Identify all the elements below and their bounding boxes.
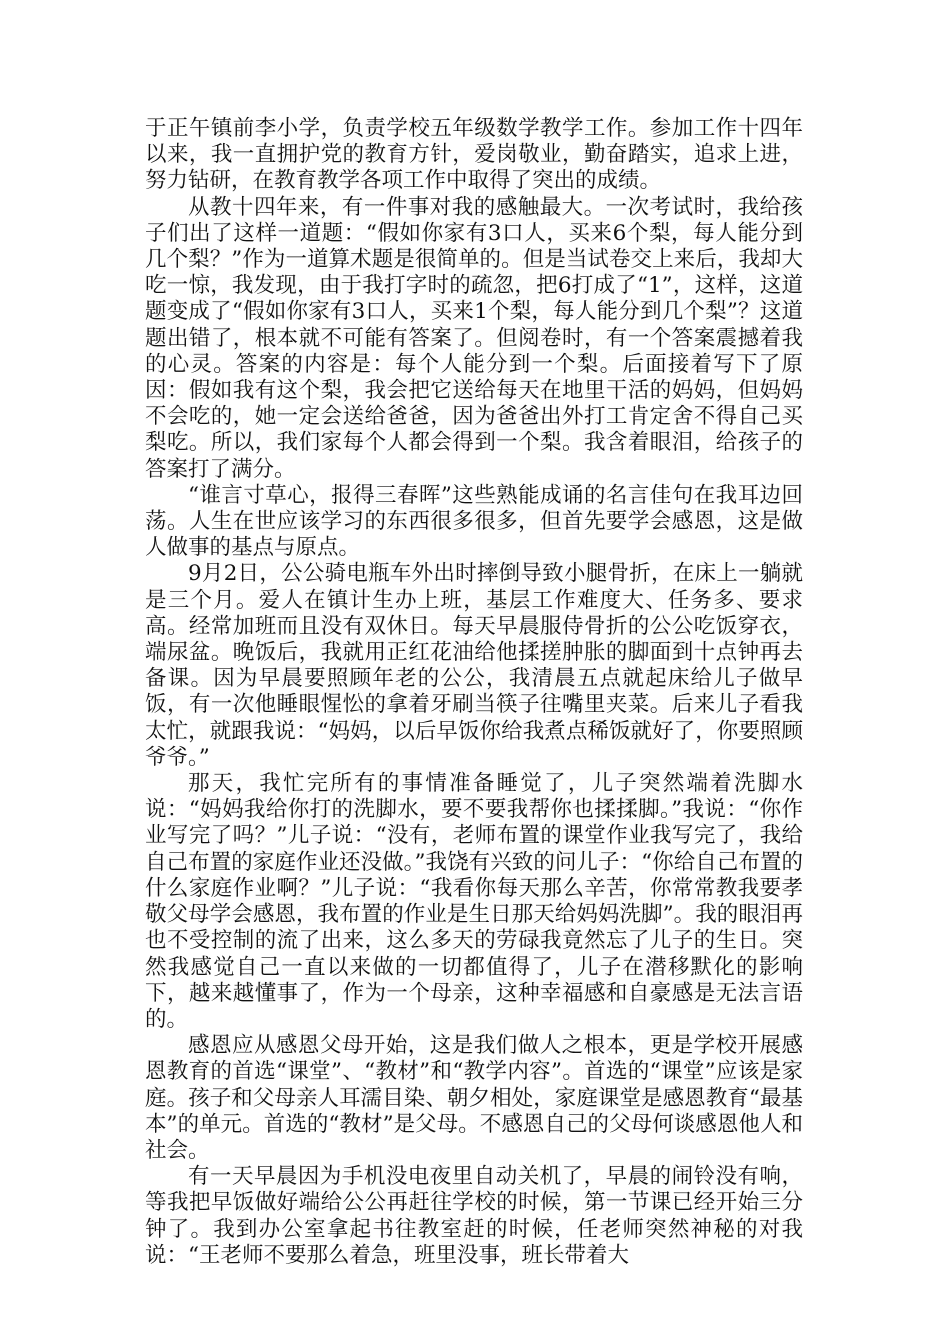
document-body	[145, 116, 803, 1269]
paragraph-3: “谁言寸草心，报得三春晖”这些熟能成诵的名言佳句在我耳边回荡。人生在世应该学习的东西很多很多，但首先要学会感恩，这是做人做事的基点与原点。	[145, 482, 803, 561]
paragraph-1: 于正午镇前李小学，负责学校五年级数学教学工作。参加工作十四年以来，我一直拥护党的教育方针，爱岗敬业，勤奋踏实，追求上进，努力钻研，在教育教学各项工作中取得了突出的成绩。	[145, 116, 803, 194]
paragraph-6: 感恩应从感恩父母开始，这是我们做人之根本，更是学校开展感恩教育的首选“课堂”、“教材”和“教学内容”。首选的“课堂”应该是家庭。孩子和父母亲人耳濡目染、朝夕相处，家庭课堂是感恩教育“最基本”的单元。首选的“教材”是父母。不感恩自己的父母何谈感恩他人和社会。	[145, 1033, 803, 1163]
paragraph-2: 从教十四年来，有一件事对我的感触最大。一次考试时，我给孩子们出了这样一道题：“假如你家有3口人，买来6个梨，每人能分到几个梨？”作为一道算术题是很简单的。但是当试卷交上来后，我却大吃一惊，我发现，由于我打字时的疏忽，把6打成了“1”，这样，这道题变成了“假如你家有3口人，买来1个梨，每人能分到几个梨”？这道题出错了，根本就不可能有答案了。但阅卷时，有一个答案震撼着我的心灵。答案的内容是：每个人能分到一个梨。后面接着写下了原因：假如我有这个梨，我会把它送给每天在地里干活的妈妈，但妈妈不会吃的，她一定会送给爸爸，因为爸爸出外打工肯定舍不得自己买梨吃。所以，我们家每个人都会得到一个梨。我含着眼泪，给孩子的答案打了满分。	[145, 194, 804, 482]
paragraph-7: 有一天早晨因为手机没电夜里自动关机了，早晨的闹铃没有响，等我把早饭做好端给公公再赶往学校的时候，第一节课已经开始三分钟了。我到办公室拿起书往教室赶的时候，任老师突然神秘的对我说：“王老师不要那么着急，班里没事，班长带着大	[145, 1164, 803, 1268]
paragraph-5: 那天，我忙完所有的事情准备睡觉了，儿子突然端着洗脚水说：“妈妈我给你打的洗脚水，要不要我帮你也揉揉脚。”我说：“你作业写完了吗？”儿子说：“没有，老师布置的课堂作业我写完了，我给自己布置的家庭作业还没做。”我饶有兴致的问儿子：“你给自己布置的什么家庭作业啊？”儿子说：“我看你每天那么辛苦，你常常教我要孝敬父母学会感恩，我布置的作业是生日那天给妈妈洗脚”。我的眼泪再也不受控制的流了出来，这么多天的劳碌我竟然忘了儿子的生日。突然我感觉自己一直以来做的一切都值得了，儿子在潜移默化的影响下，越来越懂事了，作为一个母亲，这种幸福感和自豪感是无法言语的。	[145, 771, 803, 1032]
paragraph-4: 9月2日，公公骑电瓶车外出时摔倒导致小腿骨折，在床上一躺就是三个月。爱人在镇计生办上班，基层工作难度大、任务多、要求高。经常加班而且没有双休日。每天早晨服侍骨折的公公吃饭穿衣，端尿盆。晚饭后，我就用正红花油给他揉搓肿胀的脚面到十点钟再去备课。因为早晨要照顾年老的公公，我清晨五点就起床给儿子做早饭，有一次他睡眼惺忪的拿着牙刷当筷子往嘴里夹菜。后来儿子看我太忙，就跟我说：“妈妈，以后早饭你给我煮点稀饭就好了，你要照顾爷爷。”	[145, 561, 803, 770]
